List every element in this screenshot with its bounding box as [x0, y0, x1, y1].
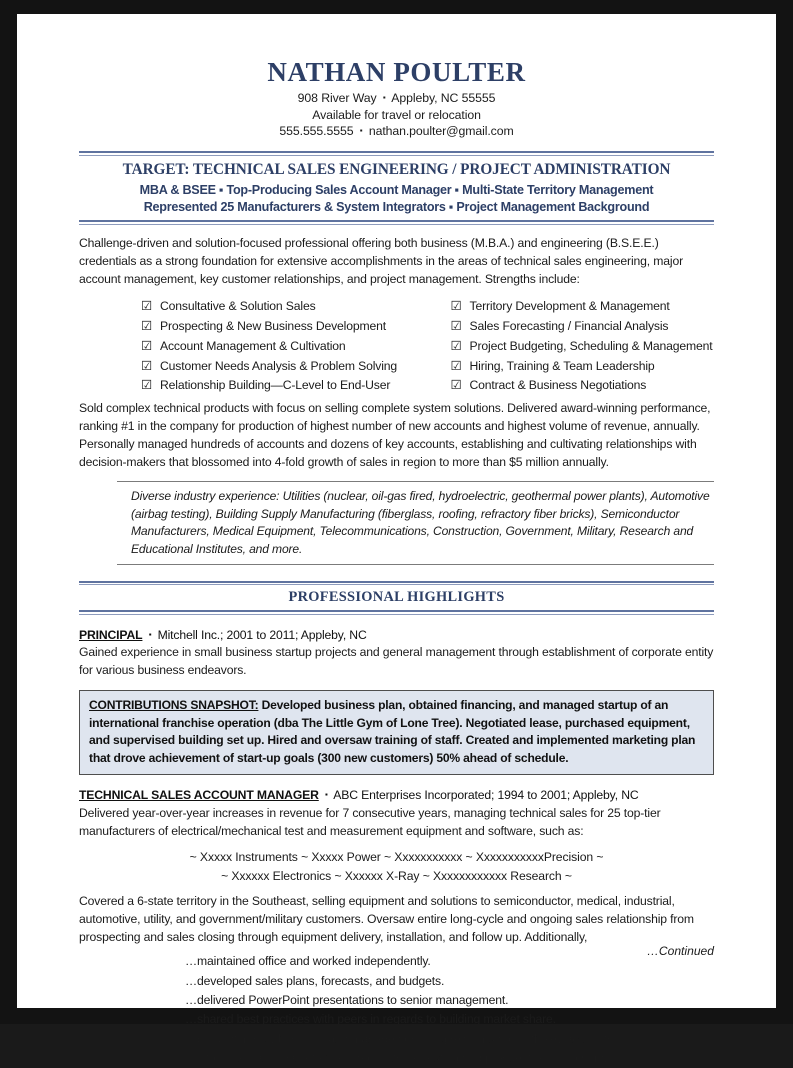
- diverse-industry-block: Diverse industry experience: Utilities (nuclear, oil-gas fired, hydroelectric, geothermal power plants), Automotive (airbag testing), Building Supply Manufacturing (fiberglass, roofing, refractory fiber bricks), Semiconductor Manufacturers, Medical Equipment, Telecommunications, Construction, Government, Military, Research and Educational Institutes, and more.: [117, 481, 714, 564]
- availability-line: Available for travel or relocation: [312, 107, 481, 122]
- skill-label: Account Management & Cultivation: [160, 338, 346, 353]
- duty-item: …introduced and marketed new products to existing and prospective customers.: [185, 1050, 608, 1065]
- target-block: [79, 156, 714, 221]
- job-company-meta: Mitchell Inc.; 2001 to 2011; Appleby, NC: [157, 627, 367, 642]
- checkbox-checked-icon: ☑: [141, 358, 153, 373]
- contributions-snapshot-box: [79, 690, 714, 775]
- target-subtitle-line-2: Represented 25 Manufacturers & System Integrators ▪ Project Management Background: [143, 200, 650, 215]
- resume-page: [17, 14, 776, 1065]
- skill-item: [141, 357, 405, 377]
- summary-paragraph: Challenge-driven and solution-focused professional offering both business (M.B.A.) and engineering (B.S.E.E.) credentials as a strong foundation for extensive accomplishments in the areas of technical sales engineering, major account management, key customer relationships, and project management. Strengths include:: [79, 235, 683, 286]
- checkbox-checked-icon: ☑: [141, 319, 153, 334]
- spacer: [79, 139, 714, 151]
- street-address: 908 River Way: [297, 91, 377, 106]
- skill-label: Prospecting & New Business Development: [160, 319, 386, 334]
- territory-paragraph: Covered a 6-state territory in the Southeast, selling equipment and solutions to semiconductor, medical, industrial, automotive, utility, and government/military customers. Oversaw entire long-cycle and ongoing sales relationship from prospecting and sales closing through equipment delivery, installation, and follow up. Additionally,: [79, 894, 694, 944]
- checkbox-checked-icon: ☑: [450, 378, 462, 393]
- duty-item: …developed sales plans, forecasts, and budgets.: [185, 973, 445, 988]
- skill-label: Customer Needs Analysis & Problem Solving: [160, 358, 398, 373]
- job-entry-header: [79, 627, 714, 645]
- skill-item: [141, 317, 405, 337]
- duty-item: …shared best practices with peers in regards to building market share.: [185, 1012, 556, 1027]
- checkbox-checked-icon: ☑: [141, 299, 153, 314]
- job-title: PRINCIPAL: [79, 627, 143, 642]
- skills-column-left: [79, 297, 405, 396]
- skill-item: [141, 337, 405, 357]
- duty-item: …brought in new business and managed ongoing relationships with key accounts.: [185, 1031, 617, 1046]
- spacer: [79, 680, 714, 690]
- skill-item: [451, 337, 715, 357]
- skill-item: [451, 297, 715, 317]
- skill-label: Hiring, Training & Team Leadership: [469, 358, 655, 373]
- candidate-name: NATHAN POULTER: [267, 57, 526, 87]
- skill-item: [451, 376, 715, 396]
- skill-label: Contract & Business Negotiations: [469, 378, 647, 393]
- section-title: PROFESSIONAL HIGHLIGHTS: [288, 589, 505, 606]
- skill-label: Territory Development & Management: [469, 299, 670, 314]
- phone-email-line: [79, 123, 714, 139]
- checkbox-checked-icon: ☑: [450, 299, 462, 314]
- skill-label: Consultative & Solution Sales: [160, 299, 316, 314]
- achievements-paragraph: Sold complex technical products with focus on selling complete system solutions. Delivered award-winning performance, ranking #1 in the company for production of highest number of new accounts and highest volume of revenue, annually. Personally managed hundreds of accounts and dozens of key accounts, establishing and cultivating relationships with decision-makers that blossomed into 4-fold growth of sales in region to more than $5 million annually.: [79, 401, 711, 469]
- skill-label: Relationship Building—C-Level to End-User: [160, 378, 391, 393]
- city-state-zip: Appleby, NC 55555: [391, 91, 496, 106]
- skill-label: Sales Forecasting / Financial Analysis: [469, 319, 669, 334]
- skill-label: Project Budgeting, Scheduling & Management: [469, 338, 713, 353]
- skill-item: [141, 376, 405, 396]
- bullet-separator-icon: ▪: [325, 790, 328, 800]
- bullet-separator-icon: ▪: [382, 93, 386, 103]
- job-entry-header: [79, 787, 714, 805]
- continued-footer: …Continued: [646, 944, 714, 958]
- duties-list: [185, 952, 714, 1068]
- contributions-snapshot-text: Developed business plan, obtained financing, and managed startup of an international franchise operation (dba The Little Gym of Lone Tree). Negotiated lease, purchased equipment, and supervised building set up. Hired and oversaw training of staff. Created and implemented marketing plan that drove achievement of start-up goals (300 new customers) 50% ahead of schedule.: [89, 698, 696, 765]
- target-subtitle-line-1: MBA & BSEE ▪ Top-Producing Sales Account Manager ▪ Multi-State Territory Management: [139, 182, 654, 197]
- vendor-line-1: ~ Xxxxx Instruments ~ Xxxxx Power ~ Xxxxxxxxxxx ~ XxxxxxxxxxxPrecision ~: [189, 850, 604, 865]
- duty-item: …delivered PowerPoint presentations to senior management.: [185, 993, 509, 1007]
- bullet-separator-icon: ▪: [359, 125, 363, 135]
- spacer: [79, 840, 714, 848]
- checkbox-checked-icon: ☑: [450, 319, 462, 334]
- checkbox-checked-icon: ☑: [141, 378, 153, 393]
- phone-number: 555.555.5555: [279, 123, 354, 138]
- bullet-separator-icon: ▪: [148, 629, 152, 639]
- spacer: [79, 775, 714, 787]
- vendor-line-2: ~ Xxxxxx Electronics ~ Xxxxxx X-Ray ~ Xxxxxxxxxxxx Research ~: [221, 868, 572, 883]
- duty-item: …maintained office and worked independently.: [185, 954, 431, 969]
- spacer: [79, 885, 714, 893]
- skill-item: [451, 357, 715, 377]
- job-description: Gained experience in small business startup projects and general management through establishment of corporate entity for various business endeavors.: [79, 645, 714, 678]
- checkbox-checked-icon: ☑: [450, 338, 462, 353]
- skill-item: [451, 317, 715, 337]
- email-address[interactable]: nathan.poulter@gmail.com: [368, 123, 514, 138]
- job-company-meta: ABC Enterprises Incorporated; 1994 to 2001; Appleby, NC: [333, 788, 639, 803]
- skills-column-right: [405, 297, 715, 396]
- skills-columns: [79, 288, 714, 400]
- spacer: [79, 225, 714, 235]
- target-title: TARGET: TECHNICAL SALES ENGINEERING / PROJECT ADMINISTRATION: [122, 160, 671, 178]
- address-line: [79, 90, 714, 106]
- job-title: TECHNICAL SALES ACCOUNT MANAGER: [79, 788, 319, 803]
- contributions-snapshot-label: CONTRIBUTIONS SNAPSHOT:: [89, 698, 259, 712]
- resume-header: [79, 58, 714, 139]
- job-description: Delivered year-over-year increases in revenue for 7 consecutive years, managing technical sales for 25 top-tier manufacturers of electrical/mechanical test and measurement equipment and software, such as:: [79, 805, 661, 838]
- spacer: [79, 615, 714, 627]
- professional-highlights-section: [79, 581, 714, 615]
- checkbox-checked-icon: ☑: [141, 338, 153, 353]
- checkbox-checked-icon: ☑: [450, 358, 462, 373]
- skill-item: [141, 297, 405, 317]
